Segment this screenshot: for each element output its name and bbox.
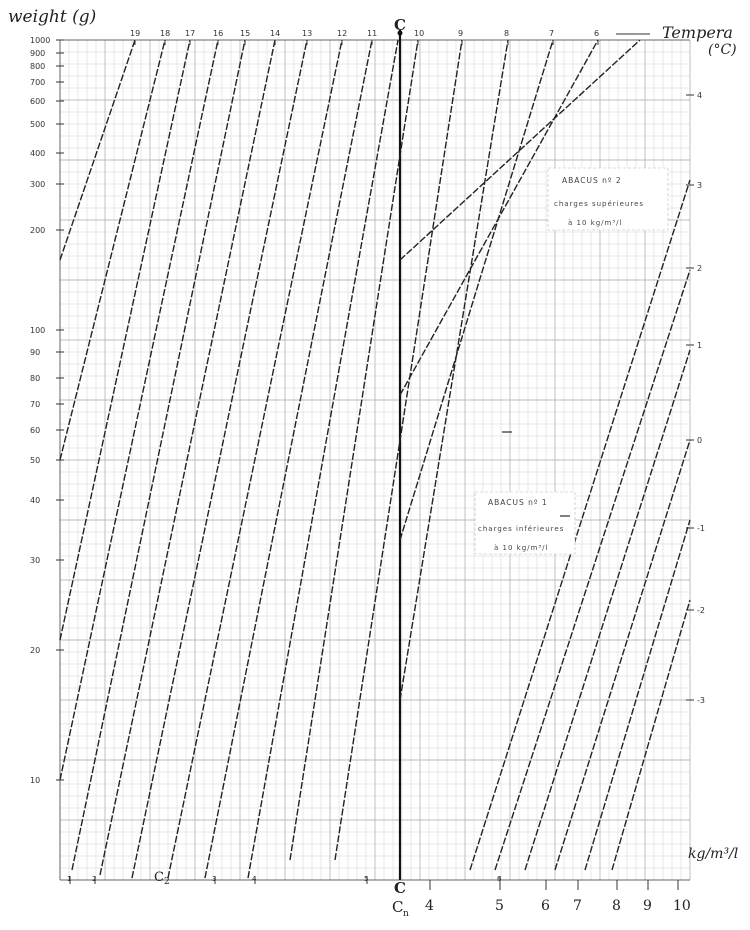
bottom-c2-label: C: [154, 870, 164, 885]
diagonal-line: [60, 40, 218, 780]
bottom-tick-large-label: 5: [495, 898, 504, 914]
bottom-unit-label: kg/m³/l: [688, 846, 739, 862]
top-tick-label: 17: [185, 29, 196, 38]
diagonal-line: [612, 600, 690, 870]
bottom-tick-large-label: 6: [541, 898, 550, 914]
bottom-c2-sub: 2: [164, 877, 170, 887]
y-tick-label: 1000: [30, 36, 51, 45]
bottom-tick-small-label: 6: [497, 875, 502, 883]
y-tick-label: 600: [30, 97, 46, 106]
y-axis-title: weight (g): [8, 7, 97, 27]
diagonal-line: [168, 40, 342, 878]
abacus-2-line2: à 10 kg/m³/l: [568, 219, 623, 227]
right-tick-label: -3: [697, 696, 705, 705]
y-tick-label: 700: [30, 78, 46, 87]
bottom-cn-label: C: [392, 898, 404, 916]
center-axis-bottom-label: C: [394, 879, 406, 897]
bottom-tick-small-label: 1: [67, 875, 72, 883]
bottom-cn-sub: n: [403, 909, 409, 919]
y-tick-label: 40: [30, 496, 41, 505]
top-tick-label: 13: [302, 29, 313, 38]
y-tick-label: 80: [30, 374, 41, 383]
top-scale-ticks: [130, 29, 599, 45]
right-tick-label: 2: [697, 264, 703, 273]
diagonal-line: [205, 40, 372, 878]
bottom-tick-large-label: 10: [673, 898, 691, 914]
y-tick-label: 30: [30, 556, 41, 565]
abacus-2-line1: charges supérieures: [554, 200, 645, 208]
top-tick-label: 10: [414, 29, 425, 38]
right-tick-label: 0: [697, 436, 703, 445]
y-tick-label: 100: [30, 326, 46, 335]
y-tick-label: 300: [30, 180, 46, 189]
top-tick-label: 19: [130, 29, 141, 38]
y-tick-label: 900: [30, 49, 46, 58]
diagonal-line: [60, 40, 135, 260]
bottom-tick-small-label: 4: [252, 875, 257, 883]
bottom-tick-small-label: 5: [364, 875, 369, 883]
temperature-title: Tempera: [662, 23, 733, 42]
bottom-tick-small-label: 2: [92, 875, 97, 883]
top-tick-label: 8: [504, 29, 510, 38]
bottom-tick-small-label: 3: [212, 875, 217, 883]
right-tick-label: 4: [697, 91, 703, 100]
top-tick-label: 7: [549, 29, 555, 38]
y-tick-label: 800: [30, 62, 46, 71]
y-tick-label: 10: [30, 776, 41, 785]
right-tick-label: 3: [697, 181, 703, 190]
abacus-1-box: [475, 432, 575, 554]
y-tick-label: 400: [30, 149, 46, 158]
bottom-tick-large-label: 4: [425, 898, 434, 914]
y-tick-label: 200: [30, 226, 46, 235]
temperature-unit: (°C): [708, 42, 737, 58]
y-tick-label: 500: [30, 120, 46, 129]
top-tick-label: 11: [367, 29, 378, 38]
top-tick-label: 15: [240, 29, 251, 38]
abacus-1-title: ABACUS nº 1: [488, 498, 548, 507]
right-tick-label: -2: [697, 606, 705, 615]
diagonal-line: [525, 350, 690, 870]
y-tick-label: 20: [30, 646, 41, 655]
top-tick-label: 14: [270, 29, 281, 38]
top-tick-label: 9: [458, 29, 464, 38]
abacus-2-box: [548, 168, 668, 230]
diagonal-line: [72, 40, 245, 870]
top-tick-label: 16: [213, 29, 224, 38]
top-tick-label: 18: [160, 29, 171, 38]
bottom-tick-large-label: 9: [643, 898, 652, 914]
abacus-1-line1: charges inférieures: [478, 525, 565, 533]
center-axis-top-label: C: [394, 16, 406, 34]
bottom-tick-large-label: 7: [573, 898, 582, 914]
y-axis-ticks: [30, 36, 64, 785]
top-tick-label: 12: [337, 29, 348, 38]
y-tick-label: 50: [30, 456, 41, 465]
bottom-tick-large-label: 8: [612, 898, 621, 914]
diagonal-line: [495, 270, 690, 870]
abacus-2-title: ABACUS nº 2: [562, 176, 622, 185]
top-tick-label: 6: [594, 29, 600, 38]
y-tick-label: 60: [30, 426, 41, 435]
y-tick-label: 90: [30, 348, 41, 357]
right-tick-label: 1: [697, 341, 703, 350]
right-tick-label: -1: [697, 524, 705, 533]
diagonal-line: [248, 40, 398, 878]
diagonal-line: [585, 520, 690, 870]
y-tick-label: 70: [30, 400, 41, 409]
abacus-1-line2: à 10 kg/m³/l: [494, 544, 549, 552]
